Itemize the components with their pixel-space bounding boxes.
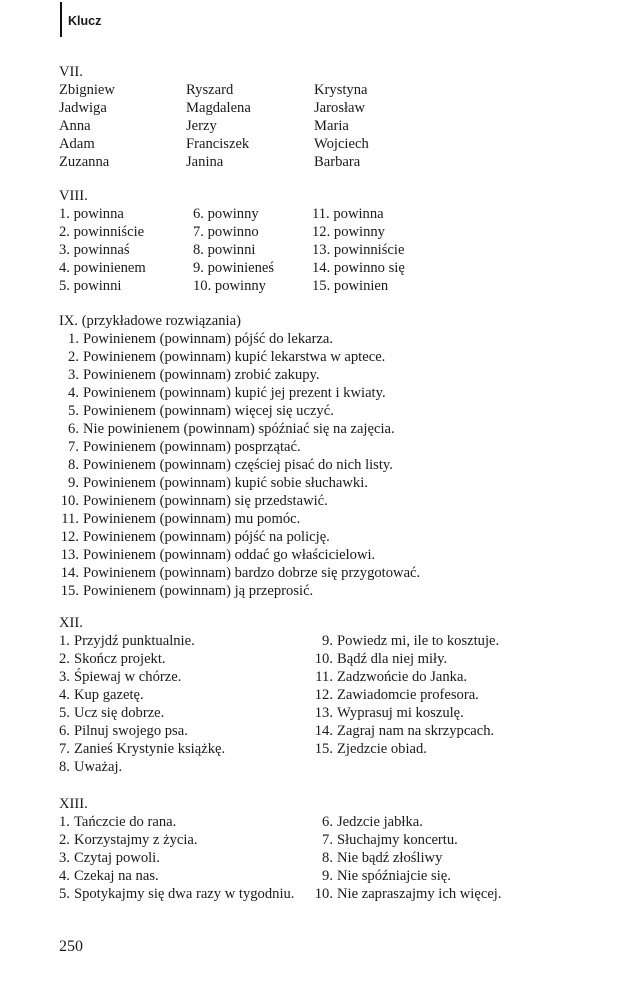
- exercise-12: [59, 614, 499, 776]
- answer-row: [59, 546, 420, 564]
- answer-number: 2.: [59, 832, 70, 848]
- answer-cell: 12. powinny: [312, 224, 385, 240]
- answer-number: 10.: [314, 886, 333, 902]
- answer-cell: 4. powinienem: [59, 260, 146, 276]
- answer-item: [59, 885, 313, 903]
- answer-number: 13.: [60, 547, 79, 563]
- answer-cell: 10. powinny: [193, 278, 266, 294]
- answer-text: Powinienem (powinnam) posprzątać.: [83, 439, 301, 455]
- answer-item: [59, 758, 313, 776]
- name-row: [59, 135, 369, 153]
- name-cell: Jadwiga: [59, 100, 107, 116]
- answer-cell: 8. powinni: [193, 242, 256, 258]
- exercise-9-title: IX. (przykładowe rozwiązania): [59, 313, 241, 329]
- answer-text: Powinienem (powinnam) zrobić zakupy.: [83, 367, 320, 383]
- answer-text: Powinienem (powinnam) kupić jej prezent i kwiaty.: [83, 385, 386, 401]
- name-cell: Maria: [314, 118, 349, 134]
- answer-cell: 6. powinny: [193, 206, 259, 222]
- answer-row: [59, 492, 420, 510]
- answer-row: [59, 582, 420, 600]
- answer-text: Powinienem (powinnam) ją przeprosić.: [83, 583, 314, 599]
- answer-row: [59, 528, 420, 546]
- answer-text: Nie bądź złośliwy: [337, 850, 443, 866]
- page-header-title: Klucz: [68, 14, 102, 28]
- answer-item: [313, 740, 499, 758]
- answer-row: [59, 510, 420, 528]
- name-cell: Jarosław: [314, 100, 366, 116]
- answer-number: 15.: [314, 741, 333, 757]
- answer-text: Powinienem (powinnam) pójść do lekarza.: [83, 331, 334, 347]
- answer-text: Zanieś Krystynie książkę.: [73, 741, 226, 757]
- name-cell: Janina: [186, 154, 224, 170]
- answer-cell: 7. powinno: [193, 224, 259, 240]
- answer-item: [313, 650, 499, 668]
- answer-item: [59, 849, 313, 867]
- answer-text: Tańczcie do rana.: [73, 814, 177, 830]
- answer-number: 7.: [68, 439, 79, 455]
- answer-text: Nie zapraszajmy ich więcej.: [337, 886, 502, 902]
- answer-item: [59, 650, 313, 668]
- answer-cell: 14. powinno się: [312, 260, 405, 276]
- answer-cell: 2. powinniście: [59, 224, 145, 240]
- answer-number: 9.: [322, 633, 333, 649]
- answer-item: [59, 831, 313, 849]
- name-row: [59, 81, 369, 99]
- answer-row: [59, 241, 405, 259]
- answer-row: [59, 384, 420, 402]
- answer-row: [59, 456, 420, 474]
- answer-text: Skończ projekt.: [73, 651, 166, 667]
- answer-number: 14.: [314, 723, 333, 739]
- answer-number: 3.: [68, 367, 79, 383]
- answer-text: Słuchajmy koncertu.: [337, 832, 458, 848]
- answer-row: [59, 223, 405, 241]
- answer-number: 9.: [322, 868, 333, 884]
- answer-number: 6.: [59, 723, 70, 739]
- answer-item: [313, 722, 499, 740]
- answer-text: Powinienem (powinnam) oddać go właścicielowi.: [83, 547, 376, 563]
- answer-text: Powinienem (powinnam) kupić lekarstwa w aptece.: [83, 349, 386, 365]
- answer-text: Pilnuj swojego psa.: [73, 723, 188, 739]
- answer-text: Powinienem (powinnam) częściej pisać do nich listy.: [83, 457, 393, 473]
- answer-row: [59, 438, 420, 456]
- answer-number: 15.: [60, 583, 79, 599]
- answer-item: [313, 813, 502, 831]
- answer-number: 12.: [60, 529, 79, 545]
- answer-row: [59, 259, 405, 277]
- answer-row: [59, 277, 405, 295]
- answer-number: 10.: [314, 651, 333, 667]
- name-cell: Franciszek: [186, 136, 250, 152]
- answer-row: [59, 205, 405, 223]
- answer-number: 14.: [60, 565, 79, 581]
- answer-number: 8.: [59, 759, 70, 775]
- name-row: [59, 153, 369, 171]
- answer-text: Czekaj na nas.: [73, 868, 159, 884]
- answer-text: Przyjdź punktualnie.: [73, 633, 195, 649]
- answer-item: [59, 632, 313, 650]
- answer-text: Bądź dla niej miły.: [337, 651, 448, 667]
- answer-text: Czytaj powoli.: [73, 850, 160, 866]
- answer-text: Nie spóźniajcie się.: [337, 868, 451, 884]
- name-cell: Zbigniew: [59, 82, 115, 98]
- answer-item: [59, 668, 313, 686]
- name-cell: Jerzy: [186, 118, 217, 134]
- answer-number: 9.: [68, 475, 79, 491]
- answer-row: [59, 564, 420, 582]
- answer-number: 4.: [68, 385, 79, 401]
- answer-text: Zagraj nam na skrzypcach.: [337, 723, 495, 739]
- name-cell: Wojciech: [314, 136, 369, 152]
- answer-item: [59, 686, 313, 704]
- answer-item: [59, 867, 313, 885]
- name-cell: Magdalena: [186, 100, 251, 116]
- answer-number: 6.: [68, 421, 79, 437]
- answer-number: 4.: [59, 868, 70, 884]
- answer-item: [59, 722, 313, 740]
- answer-number: 6.: [322, 814, 333, 830]
- answer-number: 1.: [68, 331, 79, 347]
- answer-text: Kup gazetę.: [73, 687, 144, 703]
- name-row: [59, 117, 369, 135]
- answer-row: [59, 402, 420, 420]
- exercise-7-title: VII.: [59, 64, 83, 80]
- answer-text: Powinienem (powinnam) więcej się uczyć.: [83, 403, 334, 419]
- answer-text: Zawiadomcie profesora.: [337, 687, 479, 703]
- answer-item: [313, 668, 499, 686]
- answer-cell: 13. powinniście: [312, 242, 405, 258]
- answer-number: 7.: [322, 832, 333, 848]
- answer-text: Powinienem (powinnam) pójść na policję.: [83, 529, 330, 545]
- answer-cell: 15. powinien: [312, 278, 389, 294]
- header-rule: [60, 2, 62, 37]
- answer-cell: 11. powinna: [312, 206, 384, 222]
- answer-row: [59, 366, 420, 384]
- answer-text: Zjedzcie obiad.: [337, 741, 427, 757]
- name-cell: Adam: [59, 136, 95, 152]
- answer-item: [59, 813, 313, 831]
- answer-number: 5.: [68, 403, 79, 419]
- name-row: [59, 99, 369, 117]
- answer-number: 4.: [59, 687, 70, 703]
- answer-row: [59, 474, 420, 492]
- answer-number: 7.: [59, 741, 70, 757]
- answer-number: 5.: [59, 886, 70, 902]
- exercise-7: [59, 63, 369, 171]
- answer-number: 3.: [59, 669, 70, 685]
- answer-number: 8.: [322, 850, 333, 866]
- exercise-13: [59, 795, 502, 903]
- answer-number: 2.: [68, 349, 79, 365]
- name-cell: Anna: [59, 118, 91, 134]
- answer-text: Powinienem (powinnam) się przedstawić.: [83, 493, 328, 509]
- answer-item: [59, 704, 313, 722]
- page-number: 250: [59, 938, 83, 955]
- name-cell: Zuzanna: [59, 154, 110, 170]
- answer-text: Spotykajmy się dwa razy w tygodniu.: [73, 886, 295, 902]
- answer-number: 2.: [59, 651, 70, 667]
- answer-cell: 1. powinna: [59, 206, 124, 222]
- exercise-8-title: VIII.: [59, 188, 88, 204]
- answer-row: [59, 348, 420, 366]
- answer-cell: 3. powinnaś: [59, 242, 130, 258]
- answer-item: [59, 740, 313, 758]
- answer-item: [313, 704, 499, 722]
- answer-cell: 5. powinni: [59, 278, 122, 294]
- answer-number: 10.: [60, 493, 79, 509]
- exercise-9: [59, 312, 420, 600]
- answer-number: 8.: [68, 457, 79, 473]
- answer-number: 1.: [59, 633, 70, 649]
- answer-text: Powiedz mi, ile to kosztuje.: [337, 633, 500, 649]
- answer-text: Korzystajmy z życia.: [73, 832, 198, 848]
- answer-number: 11.: [315, 669, 333, 685]
- answer-text: Wyprasuj mi koszulę.: [337, 705, 464, 721]
- answer-row: [59, 420, 420, 438]
- exercise-12-title: XII.: [59, 615, 83, 631]
- answer-text: Powinienem (powinnam) kupić sobie słuchawki.: [83, 475, 368, 491]
- answer-text: Ucz się dobrze.: [73, 705, 165, 721]
- answer-number: 3.: [59, 850, 70, 866]
- exercise-8: [59, 187, 405, 295]
- answer-item: [313, 632, 499, 650]
- answer-number: 11.: [61, 511, 79, 527]
- answer-item: [313, 867, 502, 885]
- answer-number: 13.: [314, 705, 333, 721]
- answer-text: Zadzwońcie do Janka.: [337, 669, 468, 685]
- answer-cell: 9. powinieneś: [193, 260, 275, 276]
- answer-number: 12.: [314, 687, 333, 703]
- answer-text: Śpiewaj w chórze.: [73, 669, 182, 685]
- answer-item: [313, 849, 502, 867]
- name-cell: Barbara: [314, 154, 361, 170]
- answer-number: 5.: [59, 705, 70, 721]
- exercise-13-title: XIII.: [59, 796, 88, 812]
- answer-text: Jedzcie jabłka.: [337, 814, 423, 830]
- answer-item: [313, 831, 502, 849]
- answer-item: [313, 885, 502, 903]
- answer-text: Nie powinienem (powinnam) spóźniać się na zajęcia.: [83, 421, 395, 437]
- answer-text: Powinienem (powinnam) mu pomóc.: [83, 511, 301, 527]
- answer-item: [313, 686, 499, 704]
- answer-number: 1.: [59, 814, 70, 830]
- answer-text: Uważaj.: [73, 759, 123, 775]
- answer-text: Powinienem (powinnam) bardzo dobrze się przygotować.: [83, 565, 421, 581]
- answer-row: [59, 330, 420, 348]
- name-cell: Krystyna: [314, 82, 368, 98]
- name-cell: Ryszard: [186, 82, 234, 98]
